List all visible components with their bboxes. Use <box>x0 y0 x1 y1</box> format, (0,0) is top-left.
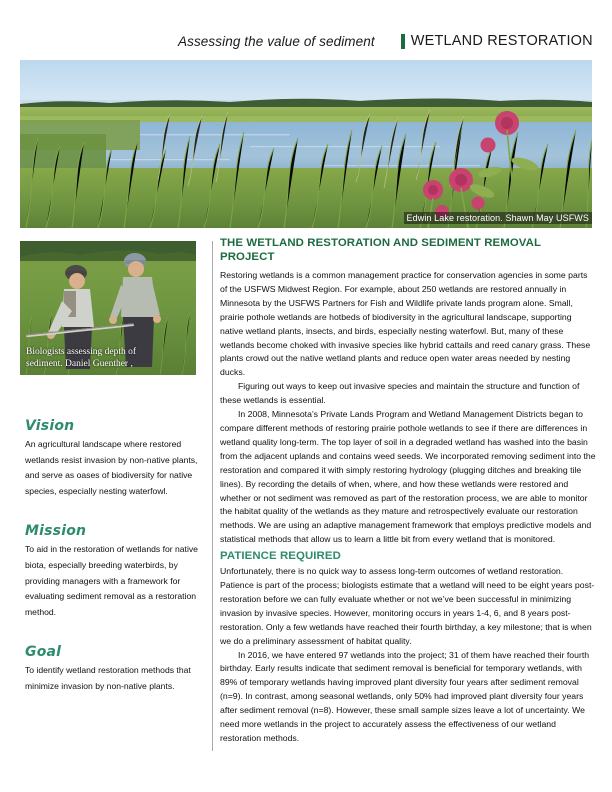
article-paragraph-2: Figuring out ways to keep out invasive species and maintain the structure and function of these wetlands is essential. <box>220 381 580 406</box>
hero-photo-caption: Edwin Lake restoration. Shawn May USFWS <box>404 212 592 224</box>
field-photo-caption-line2: sediment. Daniel Guenther , <box>26 358 133 369</box>
field-photo-caption <box>26 347 192 370</box>
sidebar-body-mission: To aid in the restoration of wetlands for native biota, especially breeding waterbirds, by providing managers with a framework for evaluating sediment removal as a restoration method. <box>25 544 198 617</box>
article-heading: THE WETLAND RESTORATION AND SEDIMENT REMOVAL PROJECT <box>220 237 541 263</box>
wetland-landscape-illustration <box>20 60 592 228</box>
column-divider <box>212 241 213 751</box>
field-photo-caption-line1: Biologists assessing depth of <box>26 347 137 357</box>
sidebar-heading-mission: Mission <box>25 523 87 540</box>
header-kicker: Assessing the value of sediment <box>178 33 375 49</box>
sidebar-block-mission <box>25 523 203 620</box>
article-paragraph-1: Restoring wetlands is a common management practice for conservation agencies in some parts of the USFWS Midwest Region. For example, about 250 wetlands are restored annually in Minnesota by the USFWS Partners for Fish and Wildlife private lands program alone. Small, prairie pothole wetlands are hotbeds of biodiversity in the agricultural landscape, supporting native wetland plants, insects, and birds, especially nesting waterfowl. But, many of these wetlands become choked with invasive species like hybrid cattails and reed canary grass. These plants crowd out the native wetland plants and reduce open water areas needed by nesting ducks. <box>220 270 591 378</box>
sidebar-heading-vision: Vision <box>25 418 75 434</box>
article-paragraph-4: Unfortunately, there is no quick way to assess long-term outcomes of wetland restoration. Patience is part of the process; biologists estimate that a wetland will need to be eight years post-restoration before we can fully evaluate whether or not we’ve been successful in minimizing invasion by invasive species. However, monitoring occurs in years 1-4, 6, and 8 years post-restoration. Only a few wetlands have reached their fourth birthday, a key milestone; that is when we do a preliminary assessment of habitat quality. <box>220 566 595 646</box>
article-paragraph-3: In 2008, Minnesota’s Private Lands Program and Wetland Management Districts began to compare different methods of restoring prairie pothole wetlands to see if there are differences in wetland quality long-term. The top layer of soil in a degraded wetland has washed into the basin from the adjacent uplands and contains weed seeds. We incorporated removing sediment into the restoration and compared it with simply restoring hydrology (plugging ditches and breaking tile lines). By recording the details of when, where, and how these wetlands were restored and whether or not sediment was removed as part of the restoration process, we are able to monitor the habitat quality of the wetlands as they mature and retrospectively evaluate our restoration methods. We are using an adaptive management framework that employs predictive models and statistical methods that allow us to learn a little bit from every wetland that is monitored. <box>220 409 596 545</box>
sidebar-body-goal: To identify wetland restoration methods that minimize invasion by non-native plants. <box>25 665 191 691</box>
sidebar <box>25 418 203 695</box>
header-accent-bar <box>401 34 405 49</box>
sidebar-block-vision <box>25 418 203 499</box>
page-title: WETLAND RESTORATION <box>410 33 593 49</box>
article-subheading-patience: PATIENCE REQUIRED <box>220 550 341 563</box>
sidebar-block-goal <box>25 644 203 694</box>
sidebar-heading-goal: Goal <box>25 644 62 661</box>
main-article <box>220 236 596 746</box>
sidebar-body-vision: An agricultural landscape where restored wetlands resist invasion by non-native plants, and serve as oases of biodiversity for native species, especially nesting waterfowl. <box>25 439 198 496</box>
wetland-landscape-photo <box>20 60 592 228</box>
page-header <box>0 28 612 54</box>
biologists-field-photo <box>20 241 196 375</box>
article-paragraph-5: In 2016, we have entered 97 wetlands into the project; 31 of them have reached their fourth birthday. Early results indicate that sediment removal is beneficial for temporary wetlands, with 89% of temporary wetlands having improved plant diversity four years after sediment removal (n=9). In contrast, among seasonal wetlands, only 50% had improved plant diversity four years after sediment removal (n=8). However, these small sample sizes leave a lot of uncertainty. We need more wetlands in the project to accurately assess the effectiveness of our wetland restoration methods. <box>220 649 590 743</box>
